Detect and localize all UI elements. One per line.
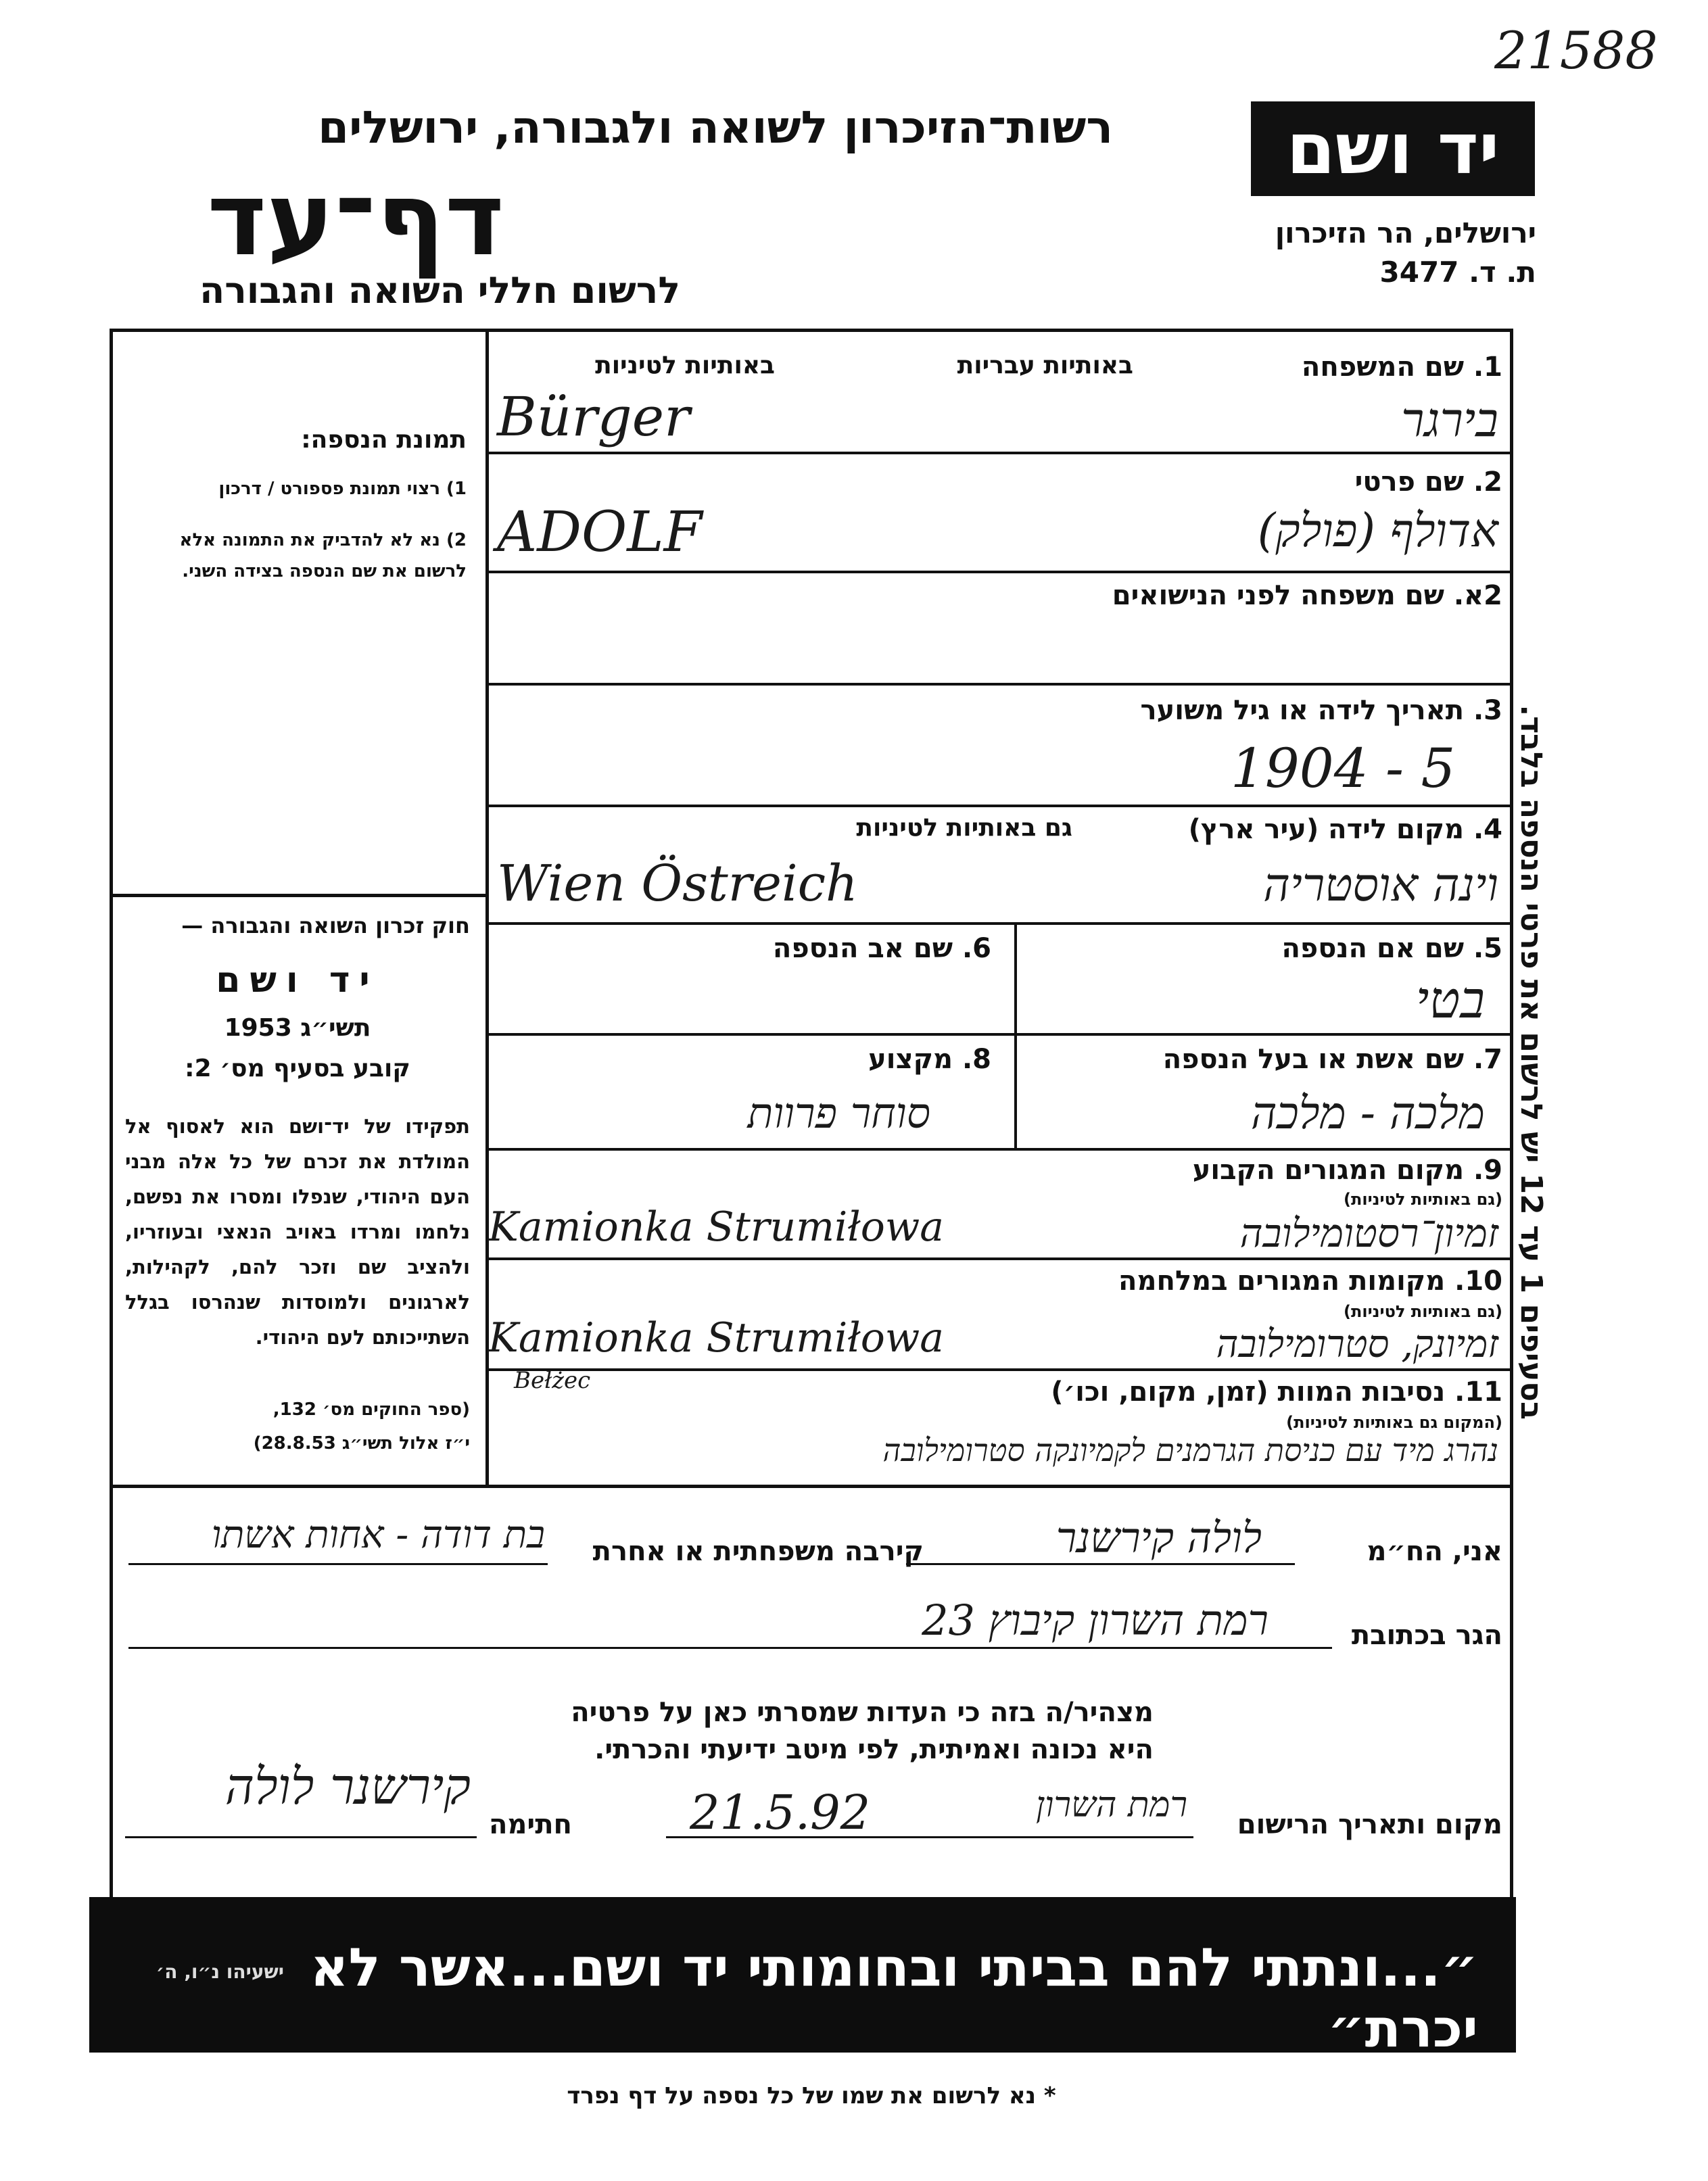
field-11-latin-value[interactable]: Bełżec bbox=[514, 1367, 591, 1394]
field-9-sublabel: (גם באותיות לטיניות) bbox=[1344, 1190, 1502, 1209]
photo-box-title: תמונת הנספה: bbox=[301, 426, 467, 454]
field-10-label: 10. מקומות המגורים במלחמה bbox=[1118, 1266, 1502, 1297]
field-9-hebrew-value[interactable]: זמיון־רסטומילובה bbox=[1239, 1210, 1498, 1256]
row-divider-9 bbox=[485, 1257, 1513, 1260]
relation-label: קירבה משפחתית או אחרת bbox=[592, 1536, 924, 1567]
law-box-line-4: קובע בסעיף מס׳ 2: bbox=[185, 1055, 410, 1082]
address-label: הגר בכתובת bbox=[1351, 1620, 1502, 1651]
field-7-label: 7. שם אשת או בעל הנספה bbox=[1162, 1044, 1502, 1075]
law-box-ref-1: (ספר החוקים מס׳ 132, bbox=[272, 1399, 470, 1420]
row-divider-5 bbox=[485, 1033, 1513, 1036]
law-box-line-3: תשי״ג 1953 bbox=[224, 1014, 371, 1042]
signature-value[interactable]: קירשנר לולה bbox=[224, 1758, 471, 1816]
field-9-latin-value[interactable]: Kamionka Strumiłowa bbox=[488, 1203, 944, 1251]
field-10-sublabel: (גם באותיות לטיניות) bbox=[1344, 1302, 1502, 1321]
side-note: בסעיפים 1 עד 12 יש לרשום את פרטי הנספה בלבד. bbox=[1514, 704, 1548, 1420]
banner-source: ישעיהו נ״ו, ה׳ bbox=[156, 1961, 284, 1983]
field-1-hebrew-label: באותיות עבריות bbox=[957, 352, 1133, 379]
field-8-label: 8. מקצוע bbox=[868, 1044, 991, 1075]
row-divider-4 bbox=[485, 922, 1513, 925]
field-3-label: 3. תאריך לידה או גיל משוער bbox=[1140, 695, 1502, 726]
form-subtitle: לרשום חללי השואה והגבורה bbox=[199, 269, 680, 312]
left-box-divider bbox=[110, 894, 488, 897]
field-5-label: 5. שם אם הנספה bbox=[1281, 933, 1502, 964]
field-2-latin-value[interactable]: ADOLF bbox=[497, 500, 703, 565]
declarant-underline bbox=[906, 1563, 1295, 1565]
field-11-label: 11. נסיבות המוות (זמן, מקום, וכו׳) bbox=[1051, 1376, 1502, 1408]
row-divider-3 bbox=[485, 805, 1513, 807]
field-9-label: 9. מקום המגורים הקבוע bbox=[1192, 1155, 1502, 1186]
field-1-latin-value[interactable]: Bürger bbox=[497, 385, 690, 448]
address-line-2: ת. ד. 3477 bbox=[1379, 256, 1536, 289]
row-divider-7 bbox=[485, 1148, 1513, 1151]
row-divider-2 bbox=[485, 571, 1513, 573]
law-box-ref-2: י״ז אלול תשי״ג 28.8.53) bbox=[253, 1433, 470, 1454]
place-date-label: מקום ותאריך הרישום bbox=[1237, 1809, 1502, 1840]
field-6-label: 6. שם אב הנספה bbox=[772, 933, 991, 964]
address-underline bbox=[128, 1647, 1332, 1649]
field-1-hebrew-value[interactable]: בירגר bbox=[1401, 392, 1498, 448]
statement-line-1: מצהיר/ה בזה כי העדות שמסרתי כאן על פרטיה bbox=[571, 1697, 1154, 1728]
field-2-hebrew-value[interactable]: אדולף (פולק) bbox=[1257, 504, 1498, 558]
half-row-divider bbox=[1014, 922, 1017, 1148]
field-4-label: 4. מקום לידה (עיר ארץ) bbox=[1188, 814, 1502, 845]
field-8-value[interactable]: סוחר פרוות bbox=[747, 1088, 930, 1138]
law-box-line-2: יד ושם bbox=[216, 960, 379, 1001]
field-4-latin-label: גם באותיות לטיניות bbox=[856, 814, 1072, 842]
row-divider-11 bbox=[110, 1485, 1513, 1488]
date-value[interactable]: 21.5.92 bbox=[690, 1785, 871, 1840]
field-7-value[interactable]: מלכה - מלכה bbox=[1250, 1087, 1485, 1139]
row-divider-1 bbox=[485, 452, 1513, 454]
declarant-label: אני, הח״מ bbox=[1367, 1536, 1502, 1567]
document-number: 21588 bbox=[1494, 20, 1658, 80]
banner-quote: ״...ונתתי להם בביתי ובחומותי יד ושם...אשר לא יכרת״ bbox=[310, 1938, 1478, 2059]
place-value[interactable]: רמת השרון bbox=[1036, 1785, 1187, 1825]
statement-line-2: היא נכונה ואמיתית, לפי מיטב ידיעתי והכרתי. bbox=[594, 1734, 1154, 1765]
field-5-value[interactable]: בטי bbox=[1415, 969, 1485, 1030]
form-title: דף־עד bbox=[207, 161, 504, 279]
field-3-value[interactable]: 1904 - 5 bbox=[1231, 737, 1456, 800]
row-divider-2a bbox=[485, 683, 1513, 686]
field-2-label: 2. שם פרטי bbox=[1354, 466, 1502, 498]
authority-title: רשות־הזיכרון לשואה ולגבורה, ירושלים bbox=[318, 101, 1113, 153]
address-line-1: ירושלים, הר הזיכרון bbox=[1275, 216, 1536, 249]
field-11-sublabel: (המקום גם באותיות לטיניות) bbox=[1286, 1413, 1502, 1432]
field-4-hebrew-value[interactable]: וינה אוסטריה bbox=[1263, 859, 1498, 912]
yad-vashem-logo: יד ושם bbox=[1251, 101, 1535, 196]
field-11-value[interactable]: נהרג מיד עם כניסת הגרמנים לקמיונקה סטרומילובה bbox=[882, 1432, 1498, 1468]
address-value[interactable]: רמת השרון קיבוץ 23 bbox=[922, 1596, 1268, 1645]
declarant-value[interactable]: לולה קירשנר bbox=[1055, 1513, 1262, 1562]
footer-note: * נא לרשום את שמו של כל נספה על דף נפרד bbox=[567, 2082, 1056, 2109]
field-10-hebrew-value[interactable]: זמיונק, סטרומילובה bbox=[1216, 1322, 1498, 1366]
field-1-latin-label: באותיות לטיניות bbox=[595, 352, 775, 379]
photo-box-item-1: 1) רצוי תמונת פספורט / דרכון bbox=[218, 479, 467, 499]
field-2a-label: 2א. שם משפחה לפני הנישואים bbox=[1112, 580, 1502, 611]
signature-label: חתימה bbox=[488, 1809, 572, 1840]
field-4-latin-value[interactable]: Wien Östreich bbox=[497, 855, 858, 913]
field-1-label: 1. שם המשפחה bbox=[1301, 352, 1502, 383]
relation-value[interactable]: בת דודה - אחות אשתו bbox=[211, 1513, 545, 1557]
photo-box-item-2: 2) נא לא להדביק את התמונה אלא לרשום את שם הנספה בצידה השני. bbox=[179, 530, 467, 581]
law-box-line-1: חוק זכרון השואה והגבורה — bbox=[181, 913, 470, 938]
relation-underline bbox=[128, 1563, 548, 1565]
field-10-latin-value[interactable]: Kamionka Strumiłowa bbox=[488, 1314, 944, 1362]
signature-underline bbox=[125, 1836, 477, 1838]
law-box-body: תפקידו של יד־ושם הוא לאסוף אל המולדת את זכרם של כל אלה מבני העם היהודי, שנפלו ומסרו את נפשם, נלחמו ומרדו באויב הנאצי ובעוזריו, ולהציב שם וזכר להם, לקהילות, לארגונים ולמוסדות שנהרסו בגלל השתייכותם לעם היהודי. bbox=[125, 1115, 470, 1349]
